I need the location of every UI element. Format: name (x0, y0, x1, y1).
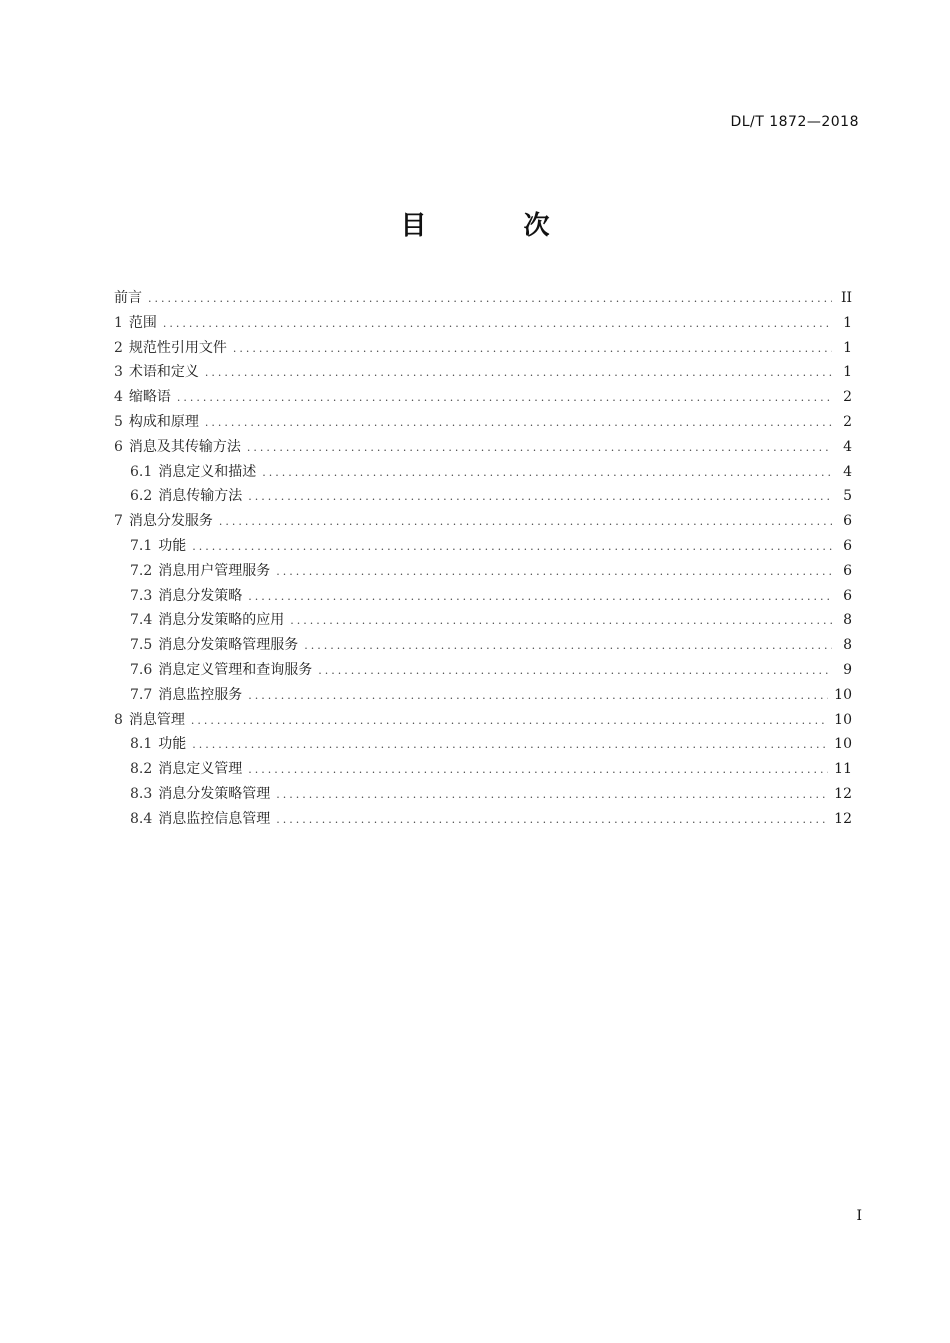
toc-entry-title: 功能 (158, 537, 187, 554)
toc-entry-page: 12 (834, 810, 852, 827)
toc-entry[interactable] (114, 608, 852, 633)
toc-entry-number: 8.1 (130, 736, 153, 753)
toc-entry-title: 消息管理 (128, 711, 185, 728)
toc-entry[interactable] (114, 435, 852, 460)
toc-entry-title: 消息分发策略的应用 (158, 612, 285, 629)
toc-entry[interactable] (114, 360, 852, 385)
toc-entry-number: 7 (114, 513, 123, 530)
toc-leader-dots (248, 585, 832, 610)
toc-entry-number: 7.2 (130, 562, 153, 579)
toc-leader-dots (163, 312, 832, 337)
toc-entry-title: 消息监控信息管理 (158, 810, 271, 827)
toc-leader-dots (276, 783, 828, 808)
toc-entry-number: 4 (114, 389, 123, 406)
page-title: 目 次 (400, 211, 594, 241)
toc-entry-title: 功能 (158, 736, 187, 753)
toc-entry-page: 6 (843, 562, 852, 579)
toc-entry-title: 规范性引用文件 (128, 339, 227, 356)
toc-entry-page: 6 (843, 587, 852, 604)
toc-entry-number: 8 (114, 711, 123, 728)
toc-entry-number: 3 (114, 364, 123, 381)
toc-entry[interactable] (114, 311, 852, 336)
toc-leader-dots (191, 709, 828, 734)
toc-entry[interactable] (114, 683, 852, 708)
toc-entry-page: 6 (843, 513, 852, 530)
toc-entry[interactable] (114, 286, 852, 311)
toc-entry-page: 1 (843, 339, 852, 356)
toc-entry-title: 缩略语 (128, 389, 171, 406)
toc-entry-title: 消息定义和描述 (158, 463, 257, 480)
toc-entry-title: 前言 (114, 290, 142, 306)
toc-entry[interactable] (114, 559, 852, 584)
toc-leader-dots (148, 287, 832, 312)
toc-entry-page: 4 (843, 463, 852, 480)
toc-entry[interactable] (114, 757, 852, 782)
toc-entry-page: 10 (834, 711, 852, 728)
toc-entry-number: 6 (114, 438, 123, 455)
toc-leader-dots (192, 733, 828, 758)
standard-code: DL/T 1872—2018 (730, 114, 859, 130)
toc-entry-page: 10 (834, 686, 852, 703)
toc-entry-title: 术语和定义 (128, 364, 199, 381)
toc-entry-number: 8.4 (130, 810, 153, 827)
toc-entry[interactable] (114, 584, 852, 609)
toc-leader-dots (248, 758, 828, 783)
toc-entry[interactable] (114, 509, 852, 534)
toc-entry-page: 11 (834, 761, 852, 778)
toc-entry[interactable] (114, 658, 852, 683)
toc-entry-number: 7.5 (130, 637, 153, 654)
toc-entry-title: 范围 (128, 314, 157, 331)
toc-entry[interactable] (114, 410, 852, 435)
toc-entry-page: 8 (843, 612, 852, 629)
toc-leader-dots (177, 386, 832, 411)
toc-entry[interactable] (114, 732, 852, 757)
toc-leader-dots (248, 485, 832, 510)
toc-entry[interactable] (114, 633, 852, 658)
toc-entry-page: 1 (843, 314, 852, 331)
toc-entry-title: 构成和原理 (128, 413, 199, 430)
toc-entry-page: 6 (843, 537, 852, 554)
toc-entry[interactable] (114, 460, 852, 485)
toc-leader-dots (262, 461, 832, 486)
toc-entry-number: 1 (114, 314, 123, 331)
toc-entry-title: 消息及其传输方法 (128, 438, 241, 455)
toc-entry[interactable] (114, 807, 852, 832)
toc-leader-dots (247, 436, 832, 461)
toc-entry-number: 8.2 (130, 761, 153, 778)
toc-leader-dots (276, 560, 832, 585)
toc-entry-title: 消息监控服务 (158, 686, 243, 703)
toc-entry-title: 消息定义管理 (158, 761, 243, 778)
toc-entry[interactable] (114, 336, 852, 361)
toc-leader-dots (205, 411, 832, 436)
toc-entry[interactable] (114, 484, 852, 509)
toc-entry-number: 7.4 (130, 612, 153, 629)
toc-leader-dots (248, 684, 828, 709)
toc-entry-page: 12 (834, 785, 852, 802)
toc-entry-page: 10 (834, 736, 852, 753)
toc-entry-title: 消息分发策略管理 (158, 785, 271, 802)
toc-entry-number: 8.3 (130, 785, 153, 802)
toc-leader-dots (318, 659, 832, 684)
toc-entry-number: 5 (114, 413, 123, 430)
toc-entry-page: II (840, 290, 852, 306)
toc-entry-number: 6.1 (130, 463, 153, 480)
toc-entry-number: 6.2 (130, 488, 153, 505)
toc-entry-page: 2 (843, 413, 852, 430)
toc-entry-number: 2 (114, 339, 123, 356)
toc-entry[interactable] (114, 782, 852, 807)
toc-entry[interactable] (114, 534, 852, 559)
toc-entry-number: 7.1 (130, 537, 153, 554)
toc-entry-page: 4 (843, 438, 852, 455)
toc-leader-dots (304, 634, 832, 659)
toc-entry-title: 消息用户管理服务 (158, 562, 271, 579)
toc-entry-title: 消息传输方法 (158, 488, 243, 505)
toc-entry-title: 消息分发策略 (158, 587, 243, 604)
toc-leader-dots (233, 337, 832, 362)
toc-leader-dots (205, 361, 832, 386)
toc-entry[interactable] (114, 385, 852, 410)
toc-entry-number: 7.6 (130, 661, 153, 678)
toc-entry-title: 消息分发策略管理服务 (158, 637, 299, 654)
toc-entry[interactable] (114, 708, 852, 733)
toc-leader-dots (276, 808, 828, 833)
page-number: I (856, 1208, 862, 1224)
toc-entry-number: 7.3 (130, 587, 153, 604)
toc-entry-page: 8 (843, 637, 852, 654)
toc-entry-title: 消息分发服务 (128, 513, 213, 530)
toc-entry-page: 5 (843, 488, 852, 505)
toc-entry-number: 7.7 (130, 686, 153, 703)
toc-entry-page: 2 (843, 389, 852, 406)
toc-entry-page: 1 (843, 364, 852, 381)
toc-leader-dots (290, 609, 832, 634)
toc-entry-page: 9 (843, 661, 852, 678)
table-of-contents (114, 286, 852, 832)
toc-leader-dots (219, 510, 832, 535)
toc-entry-title: 消息定义管理和查询服务 (158, 661, 313, 678)
toc-leader-dots (192, 535, 832, 560)
